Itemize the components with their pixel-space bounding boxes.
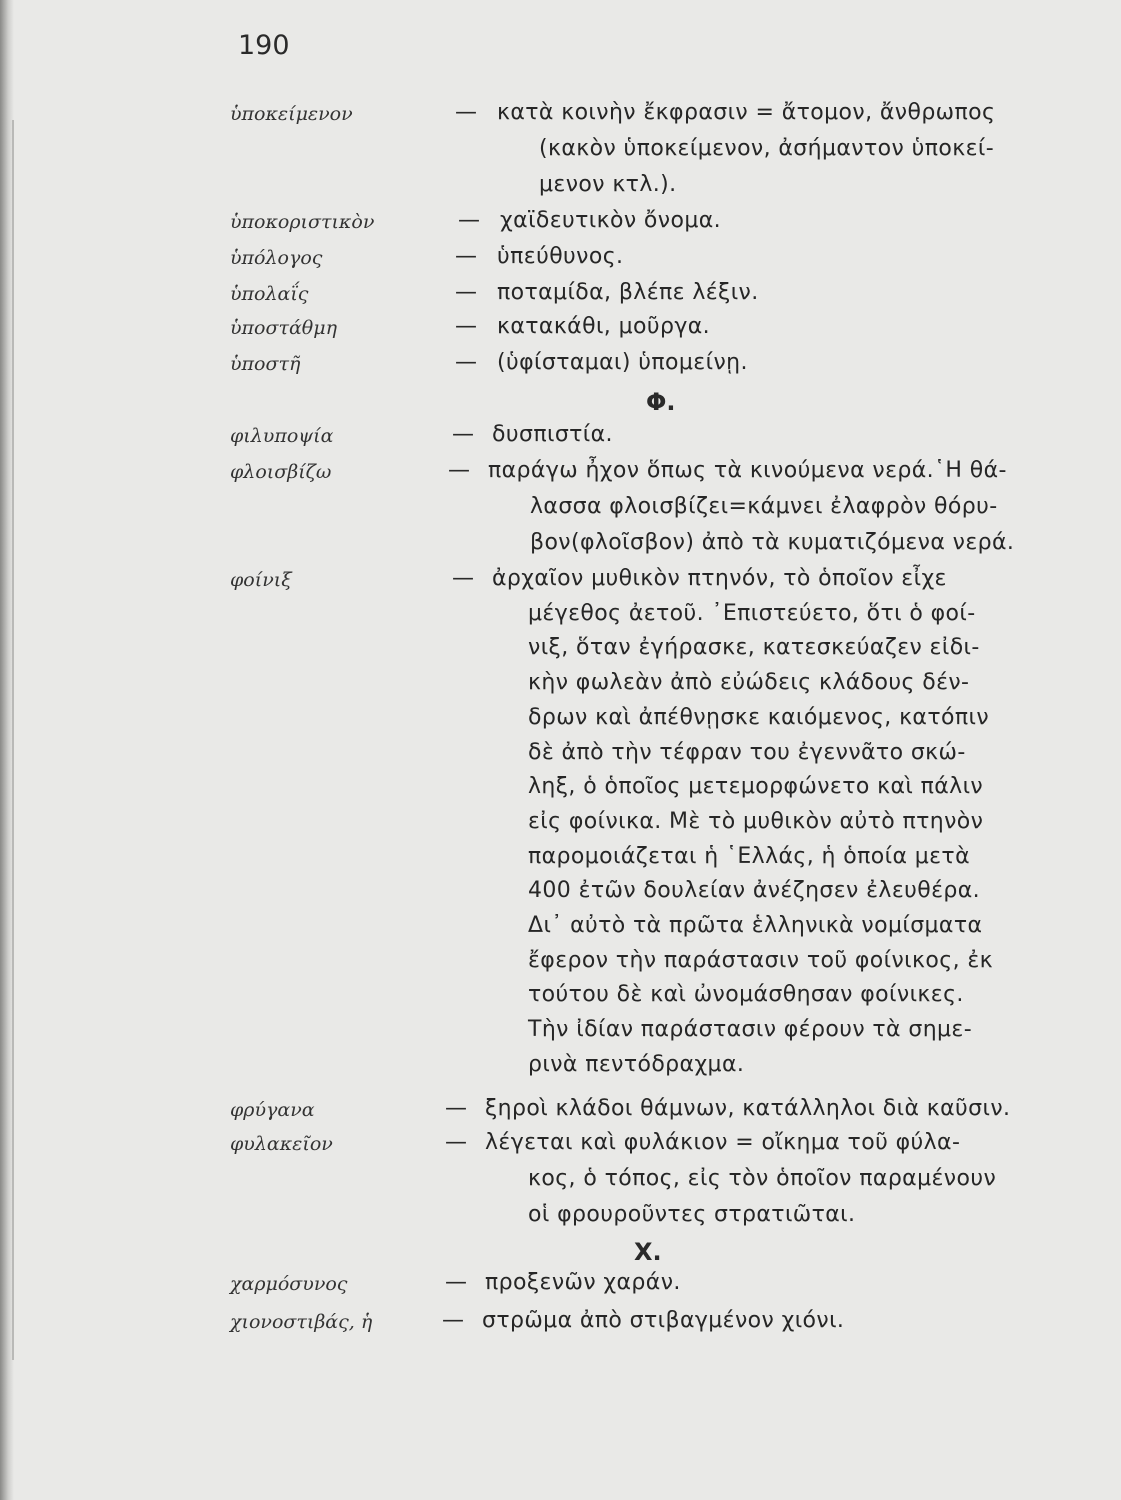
definition-line: Δι᾿ αὐτὸ τὰ πρῶτα ἑλληνικὰ νομίσματα xyxy=(528,913,983,938)
definition-line: δυσπιστία. xyxy=(492,422,613,447)
entry-term: ὑποκείμενον xyxy=(230,103,353,125)
definition-line: ὑπεύθυνος. xyxy=(497,244,624,269)
definition-line: (κακὸν ὑποκείμενον, ἀσήμαντον ὑποκεί- xyxy=(539,136,995,161)
definition-line: βον(φλοῖσβον) ἀπὸ τὰ κυματιζόμενα νερά. xyxy=(530,530,1015,555)
entry-dash: — xyxy=(448,458,470,483)
definition-line: κὴν φωλεὰν ἀπὸ εὐώδεις κλάδους δέν- xyxy=(528,670,970,696)
definition-line: ἀρχαῖον μυθικὸν πτηνόν, τὸ ὁποῖον εἶχε xyxy=(492,566,947,591)
gutter-line xyxy=(12,120,14,1360)
entry-term: ὑποστάθμη xyxy=(230,317,337,339)
definition-line: παρομοιάζεται ἡ ῾Ελλάς, ἡ ὁποία μετὰ xyxy=(528,843,970,869)
page-number: 190 xyxy=(238,30,290,61)
definition-line: προξενῶν χαράν. xyxy=(485,1270,681,1295)
definition-line: Τὴν ἰδίαν παράστασιν φέρουν τὰ σημε- xyxy=(528,1017,973,1043)
definition-line: κατακάθι, μοῦργα. xyxy=(497,314,711,339)
entry-dash: — xyxy=(442,1308,464,1333)
definition-line: 400 ἐτῶν δουλείαν ἀνέζησεν ἐλευθέρα. xyxy=(528,878,981,904)
entry-term: φλοισβίζω xyxy=(230,461,332,483)
definition-line: μενον κτλ.). xyxy=(539,172,677,197)
entry-term: ὑπόλογος xyxy=(230,247,323,269)
entry-dash: — xyxy=(445,1130,467,1155)
definition-line: τούτου δὲ καὶ ὠνομάσθησαν φοίνικες. xyxy=(528,982,964,1008)
entry-dash: — xyxy=(455,350,477,375)
entry-term: φυλακεῖον xyxy=(230,1133,333,1155)
entry-dash: — xyxy=(455,314,477,339)
section-letter-phi: Φ. xyxy=(646,388,676,416)
definition-line: κατὰ κοινὴν ἔκφρασιν = ἄτομον, ἄνθρωπος xyxy=(497,100,996,125)
entry-term: φιλυποψία xyxy=(230,425,334,447)
definition-line: εἰς φοίνικα. Μὲ τὸ μυθικὸν αὐτὸ πτηνὸν xyxy=(528,808,984,834)
entry-dash: — xyxy=(455,100,477,125)
entry-dash: — xyxy=(452,566,474,591)
definition-line: ποταμίδα, βλέπε λέξιν. xyxy=(497,280,759,305)
definition-line: λέγεται καὶ φυλάκιον = οἴκημα τοῦ φύλα- xyxy=(485,1130,961,1155)
definition-line: παράγω ἦχον ὅπως τὰ κινούμενα νερά.῾Η θά- xyxy=(488,458,1007,483)
entry-term: χαρμόσυνος xyxy=(230,1273,348,1295)
definition-line: δὲ ἀπὸ τὴν τέφραν του ἐγεννᾶτο σκώ- xyxy=(528,739,966,765)
entry-term: ὑποστῆ xyxy=(230,353,301,375)
definition-line: χαϊδευτικὸν ὄνομα. xyxy=(500,208,722,233)
definition-line: νιξ, ὅταν ἐγήρασκε, κατεσκεύαζεν εἰδι- xyxy=(528,635,980,661)
definition-line: λασσα φλοισβίζει=κάμνει ἐλαφρὸν θόρυ- xyxy=(530,494,998,519)
definition-line: ληξ, ὁ ὁποῖος μετεμορφώνετο καὶ πάλιν xyxy=(528,774,984,800)
entry-term: ὑποκοριστικὸν xyxy=(230,211,375,233)
entry-term: ὑπολαΐς xyxy=(230,283,309,305)
definition-line: μέγεθος ἀετοῦ. ᾿Επιστεύετο, ὅτι ὁ φοί- xyxy=(528,600,976,626)
entry-dash: — xyxy=(445,1096,467,1121)
entry-term: χιονοστιβάς, ἡ xyxy=(230,1311,373,1333)
definition-line: ρινὰ πεντόδραχμα. xyxy=(528,1051,745,1077)
definition-line: δρων καὶ ἀπέθνῃσκε καιόμενος, κατόπιν xyxy=(528,704,990,730)
entry-term: φοίνιξ xyxy=(230,569,292,591)
definition-line: οἱ φρουροῦντες στρατιῶται. xyxy=(528,1202,856,1227)
definition-line: ἔφερον τὴν παράστασιν τοῦ φοίνικος, ἐκ xyxy=(528,947,994,973)
definition-line: (ὑφίσταμαι) ὑπομείνῃ. xyxy=(497,350,748,375)
entry-dash: — xyxy=(455,280,477,305)
entry-dash: — xyxy=(445,1270,467,1295)
definition-line: ξηροὶ κλάδοι θάμνων, κατάλληλοι διὰ καῦσιν. xyxy=(485,1096,1011,1121)
entry-dash: — xyxy=(455,244,477,269)
definition-line: κος, ὁ τόπος, εἰς τὸν ὁποῖον παραμένουν xyxy=(528,1166,997,1191)
definition-line: στρῶμα ἀπὸ στιβαγμένον χιόνι. xyxy=(482,1308,845,1333)
section-letter-chi: Χ. xyxy=(634,1238,662,1266)
entry-term: φρύγανα xyxy=(230,1099,315,1121)
entry-dash: — xyxy=(452,422,474,447)
entry-dash: — xyxy=(458,208,480,233)
